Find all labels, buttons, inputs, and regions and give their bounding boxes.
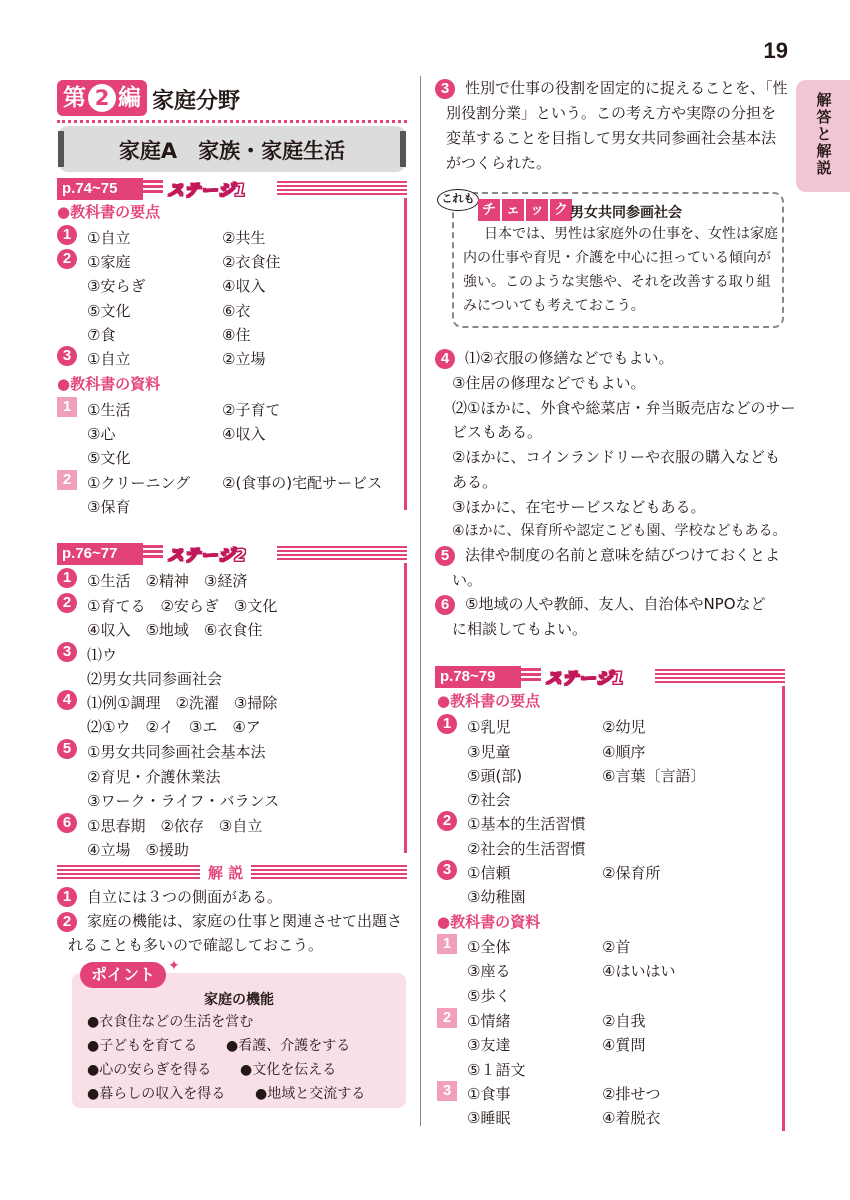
answer: ①生活 [87, 401, 131, 419]
answer: ④はいはい [602, 962, 676, 980]
check-title: 男女共同参画社会 [570, 205, 682, 221]
question-number: 6 [57, 813, 77, 833]
explanation-text: ③住居の修理などでもよい。 [452, 374, 646, 392]
answer-row [57, 225, 77, 245]
answer: ④収入 [222, 425, 266, 443]
explanation-text: ある。 [452, 473, 498, 491]
answer: ③幼稚園 [467, 888, 526, 906]
question-number: 5 [57, 739, 77, 759]
side-tab-label: 解答と解説 [816, 91, 832, 177]
stage-side-rule [782, 686, 785, 1131]
answer: ①信頼 [467, 864, 511, 882]
explanation-text: ⑵①ほかに、外食や総菜店・弁当販売店などのサー [452, 399, 796, 417]
check-char: ェ [502, 199, 524, 221]
explanation-heading: 解 説 [200, 862, 251, 883]
stage-stripes [655, 669, 785, 685]
answer: ①家庭 [87, 253, 131, 271]
question-number: 1 [437, 714, 457, 734]
stage-header [57, 178, 407, 200]
page-number: 19 [763, 38, 788, 63]
question-number: 2 [57, 470, 77, 490]
answer: ②(食事の)宅配サービス [222, 474, 383, 492]
answer: ④立場 ⑤援助 [87, 841, 189, 859]
answer: ③座る [467, 962, 511, 980]
answer: ③心 [87, 425, 116, 443]
question-number: 3 [57, 346, 77, 366]
question-number: 2 [437, 1008, 457, 1028]
explanation-text: ②ほかに、コインランドリーや衣服の購入なども [452, 448, 780, 466]
point-item: ●看護、介護をする [226, 1038, 351, 1054]
point-item: ●子どもを育てる [87, 1038, 198, 1054]
stage-side-rule [404, 198, 407, 510]
stage-label: ステージ2 [167, 546, 247, 566]
answer: ⑵男女共同参画社会 [87, 670, 223, 688]
question-number: 1 [57, 887, 77, 907]
answer: ③安らぎ [87, 277, 146, 295]
explanation-text: 家庭の機能は、家庭の仕事と関連させて出題さ [87, 912, 403, 930]
answer: ②排せつ [602, 1085, 661, 1103]
explanation-text: ③ほかに、在宅サービスなどもある。 [452, 498, 706, 516]
question-number: 2 [57, 912, 77, 932]
question-number: 2 [57, 593, 77, 613]
answer: ⑤文化 [87, 449, 131, 467]
check-text: 内の仕事や育児・介護を中心に担っている傾向が [463, 250, 771, 266]
explanation-text: 変革することを目指して男女共同参画社会基本法 [446, 129, 777, 147]
answer: ⑤文化 [87, 302, 131, 320]
explanation-text: ⑴②衣服の修繕などでもよい。 [465, 349, 674, 367]
explanation-text: 別役割分業」という。この考え方や実際の分担を [446, 104, 777, 122]
explanation-text: 性別で仕事の役割を固定的に捉えることを、「性 [465, 79, 788, 97]
section-heading: ●教科書の資料 [437, 913, 541, 931]
section-heading: ●教科書の要点 [437, 692, 541, 710]
answer: ⑥衣 [222, 302, 251, 320]
explanation-text: 自立には３つの側面がある。 [87, 888, 283, 906]
question-number: 2 [437, 811, 457, 831]
question-number: 1 [437, 934, 457, 954]
point-item: ●地域と交流する [255, 1086, 366, 1102]
stage-pages: p.74~75 [57, 178, 143, 200]
question-number: 3 [437, 860, 457, 880]
answer: ⑥言葉〔言語〕 [602, 767, 706, 785]
stage-bars [143, 180, 163, 198]
answer: ③睡眠 [467, 1109, 511, 1127]
question-number: 1 [57, 568, 77, 588]
stage-stripes [277, 181, 407, 197]
stage-bars [521, 668, 541, 686]
answer: ①全体 [467, 938, 511, 956]
answer: ⑦食 [87, 326, 116, 344]
answer: ②幼児 [602, 718, 646, 736]
answer: ①基本的生活習慣 [467, 815, 586, 833]
question-number: 3 [57, 642, 77, 662]
answer: ③児童 [467, 743, 511, 761]
answer: ②子育て [222, 401, 281, 419]
part-title: 家庭分野 [152, 89, 241, 114]
answer: ①乳児 [467, 718, 511, 736]
answer-row [57, 470, 77, 490]
answer: ①生活 ②精神 ③経済 [87, 572, 248, 590]
answer: ⑧住 [222, 326, 251, 344]
question-number: 3 [435, 79, 455, 99]
chapter-title: 家庭A 家族・家庭生活 [118, 139, 346, 163]
answer: ②保育所 [602, 864, 661, 882]
answer: ⑴ウ [87, 646, 118, 664]
question-number: 2 [57, 249, 77, 269]
stage-pages: p.78~79 [435, 666, 521, 688]
check-text: 強い。このような実態や、それを改善する取り組 [463, 274, 771, 290]
answer: ③ワーク・ライフ・バランス [87, 792, 280, 810]
question-number: 5 [435, 546, 455, 566]
answer: ②育児・介護休業法 [87, 768, 221, 786]
answer: ②社会的生活習慣 [467, 840, 586, 858]
answer: ⑴例①調理 ②洗濯 ③掃除 [87, 694, 278, 712]
answer: ②共生 [222, 229, 266, 247]
answer: ①男女共同参画社会基本法 [87, 743, 266, 761]
answer: ②自我 [602, 1012, 646, 1030]
stage-label: ステージ1 [167, 181, 247, 201]
part-badge-pre: 第 [63, 85, 86, 111]
explanation-text: ⑤地域の人や教師、友人、自治体やNPOなど [465, 595, 766, 613]
answer-row [57, 397, 77, 417]
explanation-text: 法律や制度の名前と意味を結びつけておくとよ [465, 546, 781, 564]
check-text: みについても考えておこう。 [463, 298, 645, 314]
check-char: ッ [526, 199, 548, 221]
answer: ⑤１語文 [467, 1061, 526, 1079]
question-number: 4 [57, 690, 77, 710]
answer: ⑤歩く [467, 987, 511, 1005]
stage-label: ステージ1 [545, 669, 625, 689]
answer: ①思春期 ②依存 ③自立 [87, 817, 263, 835]
side-tab[interactable] [796, 80, 850, 192]
sparkle-icon: ✦ [168, 958, 180, 974]
answer: ①食事 [467, 1085, 511, 1103]
explanation-text: に相談してもよい。 [452, 620, 588, 638]
point-badge: ポイント [80, 962, 166, 988]
point-item: ●文化を伝える [240, 1062, 337, 1078]
point-item: ●暮らしの収入を得る [87, 1086, 226, 1102]
stage-side-rule [404, 563, 407, 853]
answer-row [57, 249, 77, 269]
answer: ⑦社会 [467, 791, 511, 809]
answer: ④収入 [222, 277, 266, 295]
answer: ①自立 [87, 350, 131, 368]
dotted-rule [57, 120, 407, 123]
section-heading: ●教科書の資料 [57, 375, 161, 393]
answer: ①情緒 [467, 1012, 511, 1030]
answer: ②立場 [222, 350, 266, 368]
part-badge-number: 2 [88, 84, 116, 112]
question-number: 6 [435, 595, 455, 615]
answer: ③保育 [87, 498, 131, 516]
answer: ④収入 ⑤地域 ⑥衣食住 [87, 621, 263, 639]
answer: ①育てる ②安らぎ ③文化 [87, 597, 278, 615]
explanation-text: い。 [452, 571, 483, 589]
explanation-text: ビスもある。 [452, 423, 543, 441]
answer: ③友達 [467, 1036, 511, 1054]
point-title: 家庭の機能 [204, 992, 274, 1008]
answer: ②首 [602, 938, 631, 956]
question-number: 1 [57, 397, 77, 417]
check-char: チ [478, 199, 500, 221]
answer-row [57, 346, 77, 366]
answer: ⑤頭(部) [467, 767, 523, 785]
stage-pages: p.76~77 [57, 543, 143, 565]
stage-stripes [277, 546, 407, 562]
check-text: 日本では、男性は家庭外の仕事を、女性は家庭 [484, 226, 778, 242]
explanation-text: ④ほかに、保育所や認定こども園、学校などもある。 [452, 523, 787, 539]
question-number: 3 [437, 1081, 457, 1101]
check-badge [478, 199, 574, 221]
point-item: ●心の安らぎを得る [87, 1062, 212, 1078]
stage-header [435, 666, 785, 688]
explanation-text: がつくられた。 [446, 154, 552, 172]
answer: ④順序 [602, 743, 646, 761]
answer: ①自立 [87, 229, 131, 247]
section-heading: ●教科書の要点 [57, 203, 161, 221]
answer: ②衣食住 [222, 253, 281, 271]
answer: ④着脱衣 [602, 1109, 661, 1127]
question-number: 1 [57, 225, 77, 245]
question-number: 4 [435, 349, 455, 369]
point-item: ●衣食住などの生活を営む [87, 1014, 254, 1030]
answer: ⑵①ウ ②イ ③エ ④ア [87, 718, 261, 736]
answer: ①クリーニング [87, 474, 191, 492]
stage-bars [143, 545, 163, 563]
answer: ④質問 [602, 1036, 646, 1054]
column-divider [420, 76, 421, 1126]
part-badge [57, 80, 147, 116]
kore-mo-label: これも [437, 189, 479, 211]
part-badge-post: 編 [118, 85, 141, 111]
check-char: ク [550, 199, 572, 221]
stage-header [57, 543, 407, 565]
explanation-text: れることも多いので確認しておこう。 [68, 936, 324, 954]
